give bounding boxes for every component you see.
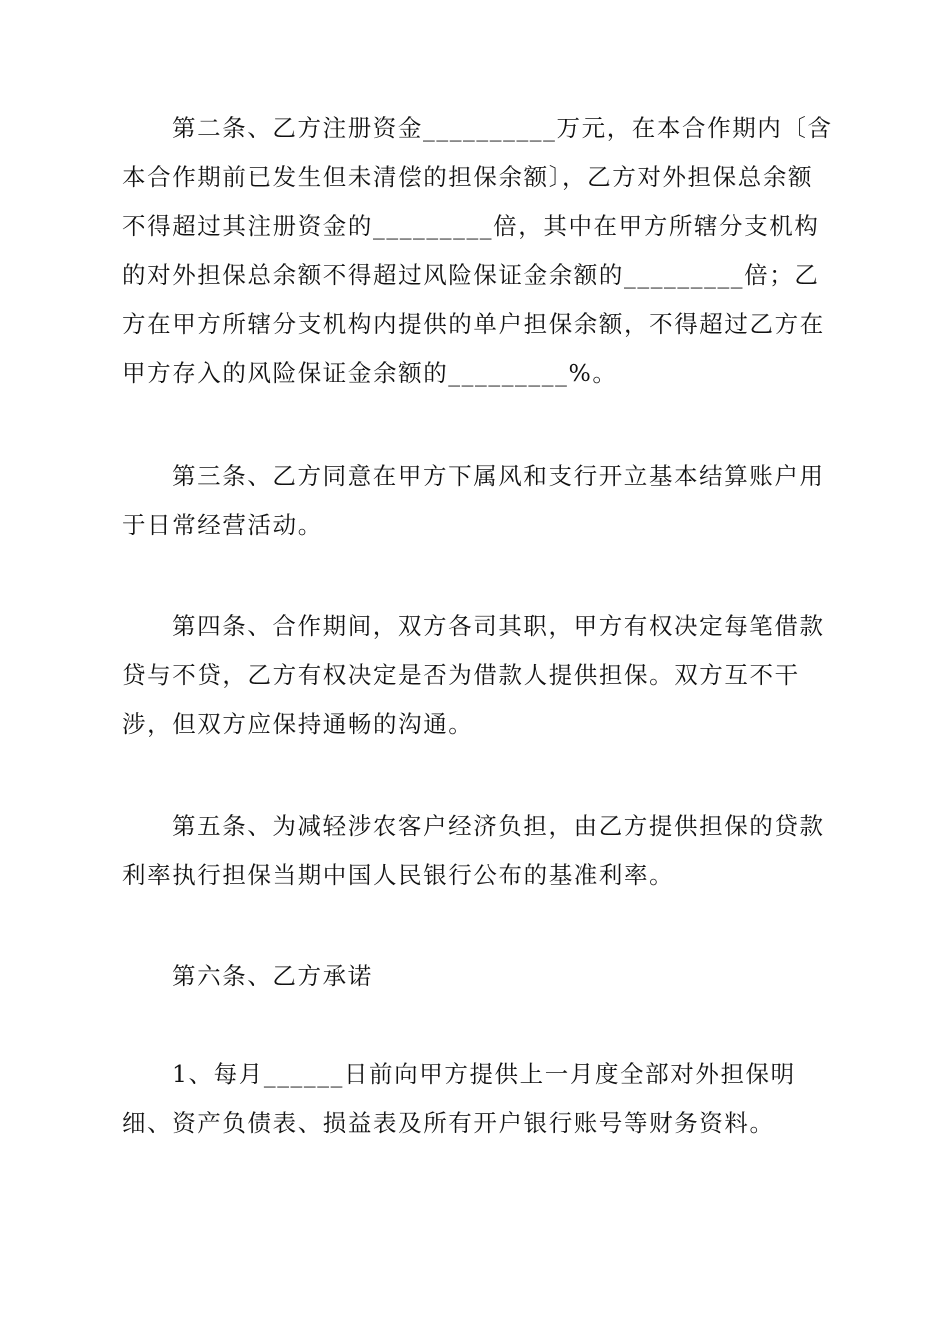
article-4-paragraph: 第四条、合作期间，双方各司其职，甲方有权决定每笔借款贷与不贷，乙方有权决定是否为借款人提供担保。双方互不干涉，但双方应保持通畅的沟通。 bbox=[122, 612, 825, 738]
article-2-paragraph: 第二条、乙方注册资金__________万元，在本合作期内〔含本合作期前已发生但未清偿的担保余额〕，乙方对外担保总余额不得超过其注册资金的_________倍，其中在甲方所辖分支机构的对外担保总余额不得超过风险保证金余额的_________倍；乙方在甲方所辖分支机构内提供的单户担保余额，不得超过乙方在甲方存入的风险保证金余额的_________%。 bbox=[122, 114, 833, 387]
article-5-paragraph: 第五条、为减轻涉农客户经济负担，由乙方提供担保的贷款利率执行担保当期中国人民银行公布的基准利率。 bbox=[122, 812, 825, 889]
article-3-paragraph: 第三条、乙方同意在甲方下属风和支行开立基本结算账户用于日常经营活动。 bbox=[122, 462, 825, 539]
article-6-heading: 第六条、乙方承诺 bbox=[172, 962, 373, 990]
commitment-item-1: 1、每月______日前向甲方提供上一月度全部对外担保明细、资产负债表、损益表及所有开户银行账号等财务资料。 bbox=[122, 1060, 796, 1137]
